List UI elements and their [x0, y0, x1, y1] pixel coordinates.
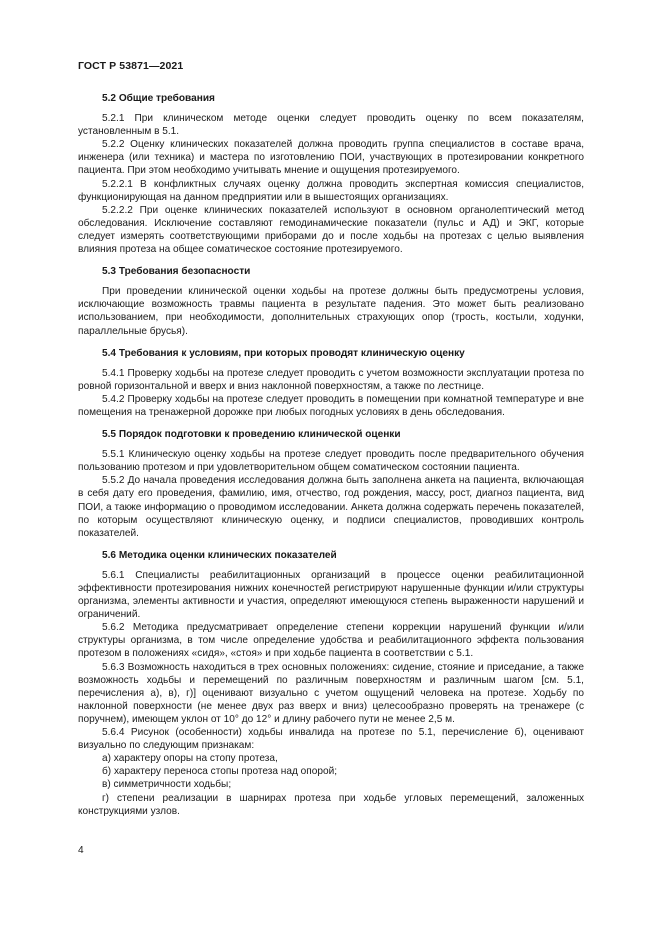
paragraph: 5.5.1 Клиническую оценку ходьбы на протезе следует проводить после предварительного обучения пользованию протезом и при удовлетворительном общем соматическом состоянии пациента. [78, 449, 584, 474]
list-item: в) симметричности ходьбы; [102, 779, 232, 791]
section-heading: 5.6 Методика оценки клинических показателей [102, 549, 337, 561]
paragraph: 5.2.1 При клиническом методе оценки следует проводить оценку по всем показателям, установленным в 5.1. [78, 113, 584, 138]
paragraph: 5.6.2 Методика предусматривает определение степени коррекции нарушений функции и/или структуры организма, в том числе определение удобства и реабилитационного эффекта пользования протезом в положениях «сидя», «стоя» и при ходьбе пациента в соответствии с 5.1. [78, 622, 584, 660]
section-5-3 [78, 265, 584, 337]
list-item: г) степени реализации в шарнирах протеза при ходьбе угловых перемещений, заложенных конструкциями узлов. [78, 792, 584, 817]
section-5-4 [78, 347, 584, 419]
section-5-5 [78, 428, 584, 540]
section-5-6 [78, 549, 584, 818]
paragraph: 5.4.1 Проверку ходьбы на протезе следует проводить с учетом возможности эксплуатации протеза по ровной горизонтальной и вверх и вниз наклонной поверхностям, а также по лестнице. [78, 367, 584, 392]
paragraph: 5.2.2.2 При оценке клинических показателей используют в основном органолептический метод обследования. Исключение составляют гемодинамические показатели (пульс и АД) и ЭКГ, которые следует измерять соответствующими приборами до и после ходьбы на протезах с целью выявления влияния протеза на общее соматическое состояние протезируемого. [78, 204, 584, 256]
section-5-2 [78, 92, 584, 256]
paragraph: 5.6.3 Возможность находиться в трех основных положениях: сидение, стояние и приседание, а также возможность ходьбы и перемещений по различным поверхностям и различным шагом [см. 5.1, перечисления а), в), г)] оценивают визуально с учетом ощущений человека на протезе. Ходьбу по наклонной поверхности (не менее двух раз вверх и вниз) целесообразно проверять на тренажере (с поручнем), имеющем уклон от 10° до 12° и длину рабочего пути не менее 2,5 м. [78, 661, 584, 725]
section-heading: 5.3 Требования безопасности [102, 266, 251, 278]
document-id-header: ГОСТ Р 53871—2021 [78, 60, 184, 72]
section-heading: 5.4 Требования к условиям, при которых проводят клиническую оценку [102, 347, 465, 359]
paragraph: 5.2.2 Оценку клинических показателей должна проводить группа специалистов в составе врача, инженера (или техника) и мастера по изготовлению ПОИ, участвующих в протезировании конкретного пациента. При этом необходимо учитывать мнение и ощущения протезируемого. [78, 139, 584, 177]
document-body [78, 86, 584, 818]
section-heading: 5.2 Общие требования [102, 93, 215, 104]
paragraph: 5.6.4 Рисунок (особенности) ходьбы инвалида на протезе по 5.1, перечисление б), оценивают визуально по следующим признакам: [78, 727, 584, 752]
section-heading: 5.5 Порядок подготовки к проведению клинической оценки [102, 429, 401, 441]
paragraph: 5.5.2 До начала проведения исследования должна быть заполнена анкета на пациента, включающая в себя дату его проведения, фамилию, имя, отчество, год рождения, массу, рост, диагноз пациента, вид ПОИ, а также информацию о проводимом исследовании. Анкета должна содержать перечень показателей, по которым осуществляют клиническую оценку, и подписи специалистов, проводивших контроль показателей. [78, 475, 584, 539]
list-item: а) характеру опоры на стопу протеза, [102, 753, 278, 765]
paragraph: 5.6.1 Специалисты реабилитационных организаций в процессе оценки реабилитационной эффективности протезирования нижних конечностей регистрируют нарушенные функции и/или структуры организма, элементы активности и участия, определяют имеющуюся степень выраженности нарушений и ограничений. [78, 569, 584, 621]
paragraph: 5.4.2 Проверку ходьбы на протезе следует проводить в помещении при комнатной температуре и вне помещения на тренажерной дорожке при любых погодных условиях в день обследования. [78, 393, 584, 418]
list-item: б) характеру переноса стопы протеза над опорой; [102, 766, 338, 778]
paragraph: При проведении клинической оценки ходьбы на протезе должны быть предусмотрены условия, исключающие возможность травмы пациента в результате падения. Это может быть реализовано использованием, при необходимости, дополнительных страхующих опор (трость, костыли, ходунки, параллельные брусья). [78, 286, 584, 337]
paragraph: 5.2.2.1 В конфликтных случаях оценку должна проводить экспертная комиссия специалистов, функционирующая на данном предприятии или в вышестоящих организациях. [78, 178, 584, 203]
page-number: 4 [78, 845, 84, 856]
